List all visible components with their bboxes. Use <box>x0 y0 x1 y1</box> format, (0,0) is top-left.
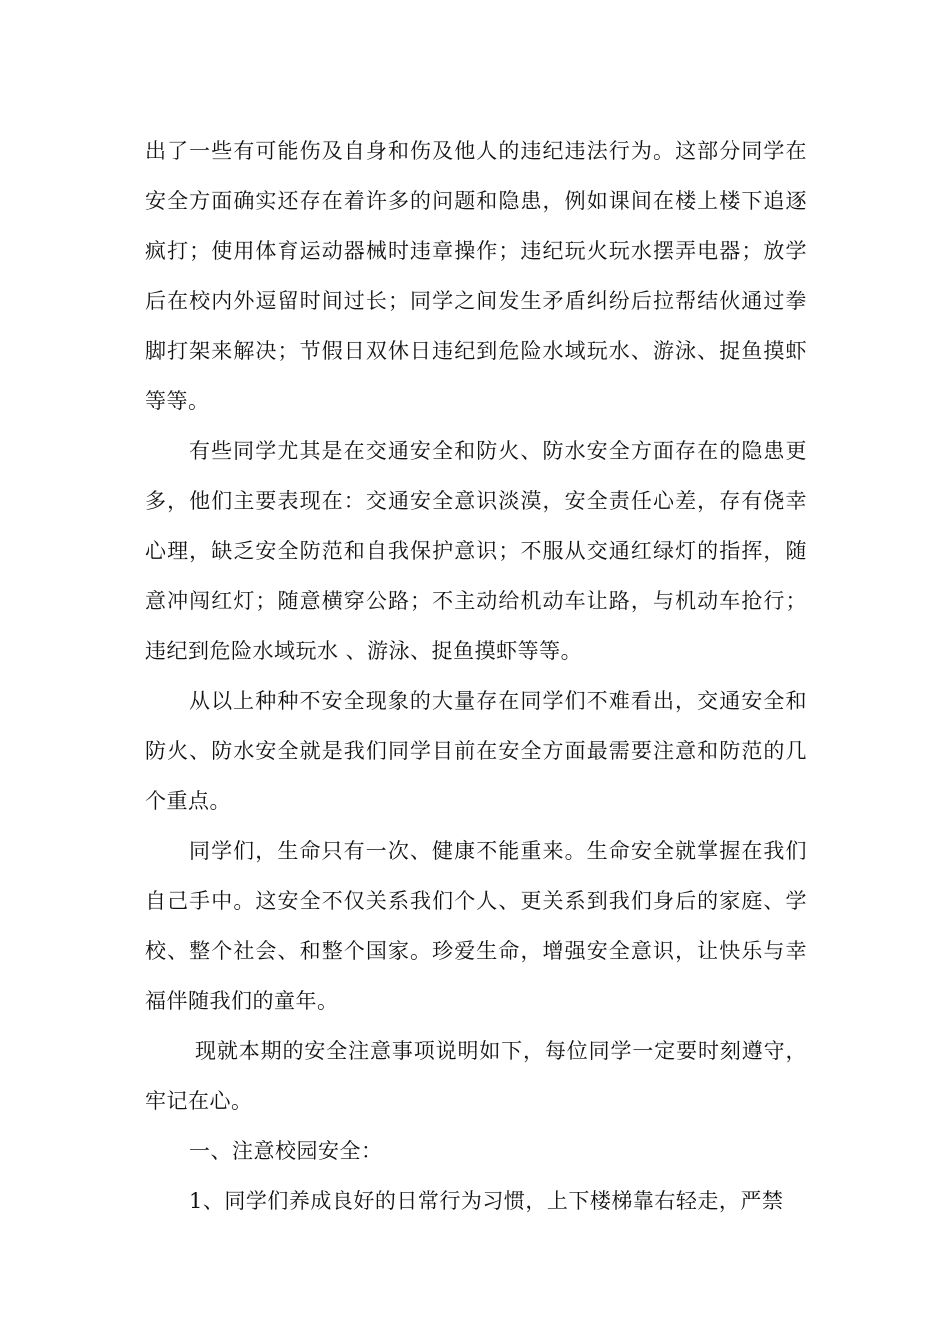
paragraph-4: 同学们，生命只有一次、健康不能重来。生命安全就掌握在我们自己手中。这安全不仅关系我们个人、更关系到我们身后的家庭、学校、整个社会、和整个国家。珍爱生命，增强安全意识，让快乐与幸福伴随我们的童年。 <box>145 839 807 1013</box>
paragraph-3: 从以上种种不安全现象的大量存在同学们不难看出，交通安全和防火、防水安全就是我们同学目前在安全方面最需要注意和防范的几个重点。 <box>145 689 807 813</box>
document-body <box>145 126 807 1226</box>
paragraph-5: 现就本期的安全注意事项说明如下，每位同学一定要时刻遵守，牢记在心。 <box>145 1039 807 1113</box>
paragraph-1: 出了一些有可能伤及自身和伤及他人的违纪违法行为。这部分同学在安全方面确实还存在着许多的问题和隐患，例如课间在楼上楼下追逐疯打；使用体育运动器械时违章操作；违纪玩火玩水摆弄电器；放学后在校内外逗留时间过长；同学之间发生矛盾纠纷后拉帮结伙通过拳脚打架来解决；节假日双休日违纪到危险水域玩水、游泳、捉鱼摸虾等等。 <box>145 139 807 413</box>
paragraph-2: 有些同学尤其是在交通安全和防火、防水安全方面存在的隐患更多，他们主要表现在：交通安全意识淡漠，安全责任心差，存有侥幸心理，缺乏安全防范和自我保护意识；不服从交通红绿灯的指挥，随意冲闯红灯；随意横穿公路；不主动给机动车让路，与机动车抢行；违纪到危险水域玩水 、游泳、捉鱼摸虾等等。 <box>145 439 807 663</box>
section-heading-campus-safety: 一、注意校园安全： <box>189 1139 383 1163</box>
list-item-1: 1、同学们养成良好的日常行为习惯，上下楼梯靠右轻走，严禁 <box>189 1189 784 1213</box>
